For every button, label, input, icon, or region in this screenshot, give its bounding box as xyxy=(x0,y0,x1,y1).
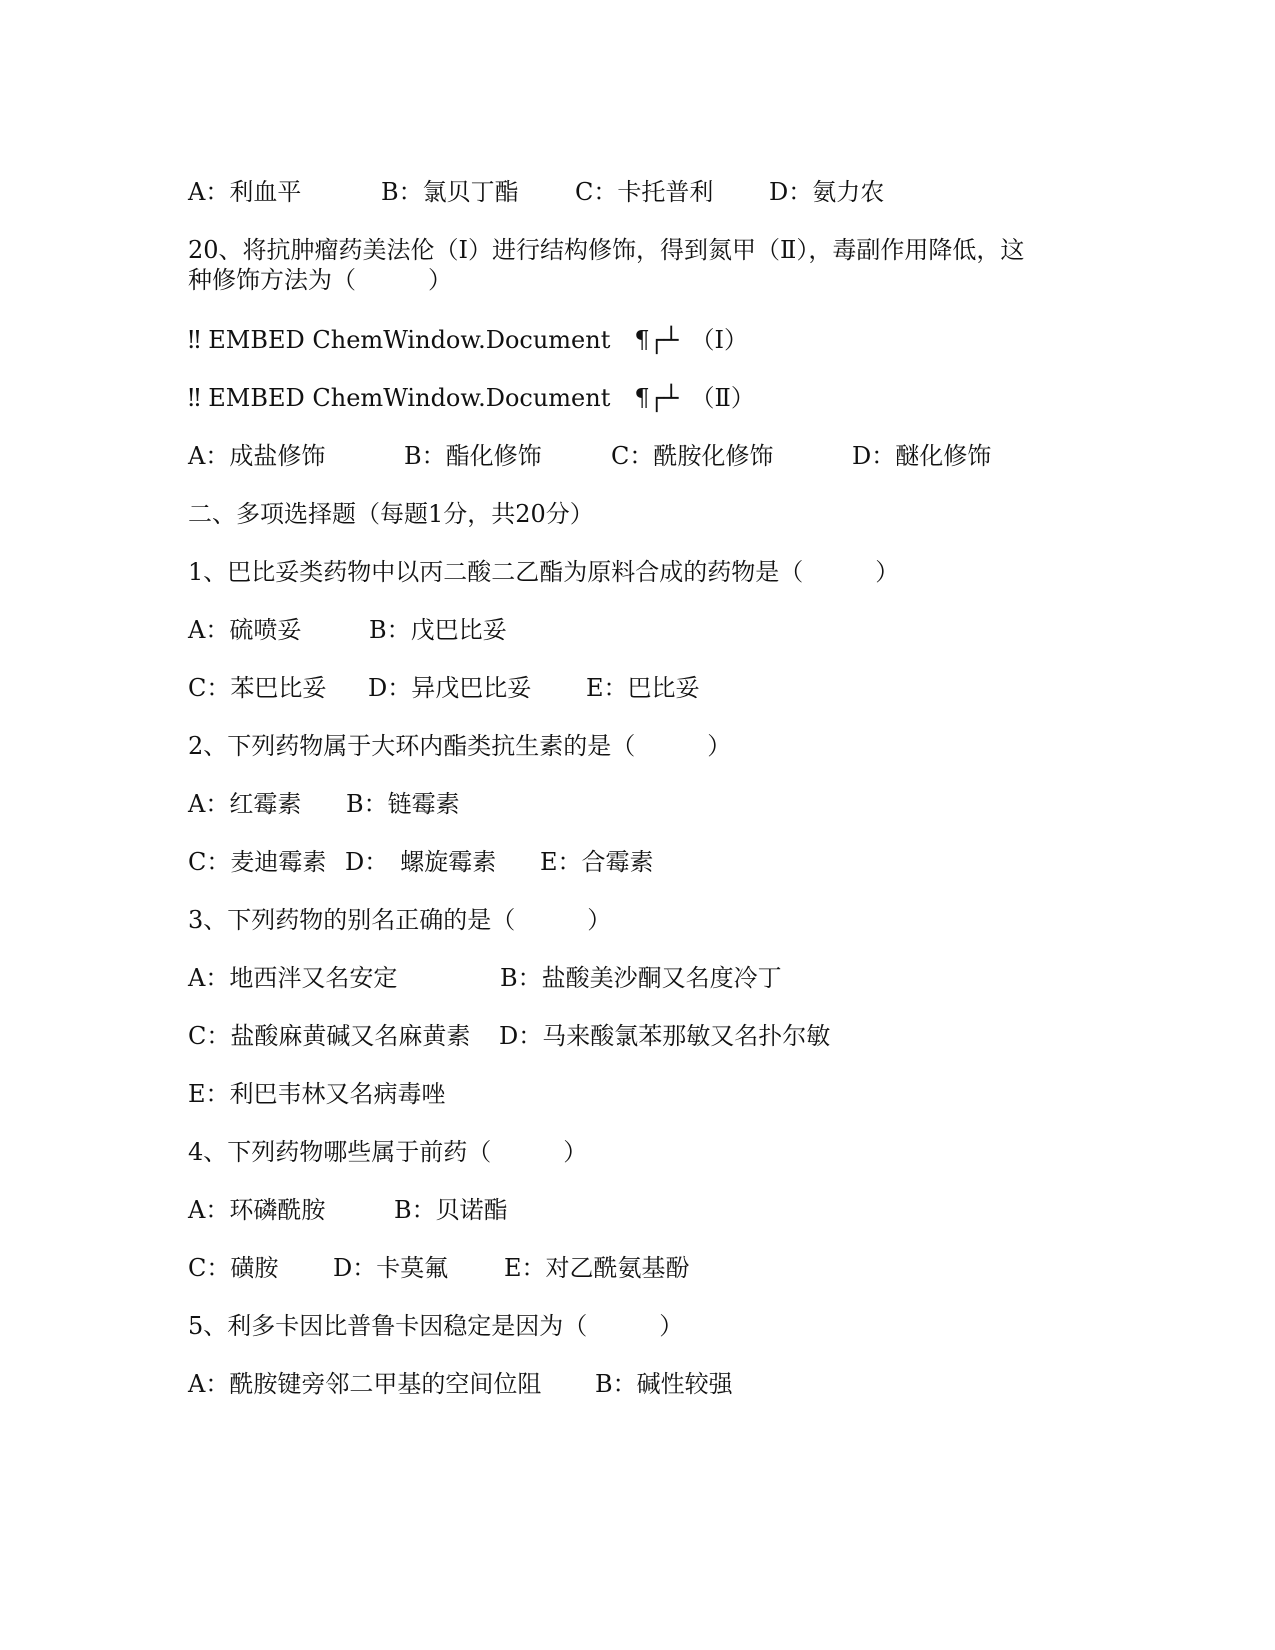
q20-option-a: A：成盐修饰 xyxy=(188,442,326,470)
m4-option-e: E：对乙酰氨基酚 xyxy=(504,1254,690,1282)
m1-option-d: D：异戊巴比妥 xyxy=(368,674,532,702)
m1-option-b: B：戊巴比妥 xyxy=(369,616,507,644)
m1-option-a: A：硫喷妥 xyxy=(188,616,302,644)
m4-option-c: C：磺胺 xyxy=(188,1254,279,1282)
m3-option-c: C：盐酸麻黄碱又名麻黄素 xyxy=(188,1022,471,1050)
m1-option-e: E：巴比妥 xyxy=(586,674,700,702)
q20-stem-line1: 20、将抗肿瘤药美法伦（Ⅰ）进行结构修饰，得到氮甲（Ⅱ），毒副作用降低，这 xyxy=(188,236,1025,264)
q20-option-b: B：酯化修饰 xyxy=(404,442,542,470)
m5-stem: 5、利多卡因比普鲁卡因稳定是因为（ ） xyxy=(188,1312,684,1340)
m3-option-a: A：地西泮又名安定 xyxy=(188,964,398,992)
q19-option-a: A：利血平 xyxy=(188,178,302,206)
m3-option-b: B：盐酸美沙酮又名度冷丁 xyxy=(500,964,782,992)
q19-option-d: D：氨力农 xyxy=(769,178,885,206)
m1-option-c: C：苯巴比妥 xyxy=(188,674,327,702)
m4-option-b: B：贝诺酯 xyxy=(394,1196,508,1224)
q20-option-d: D：醚化修饰 xyxy=(852,442,992,470)
q20-embed-structure-1: ‼ EMBED ChemWindow.Document ¶┌┴ （Ⅰ） xyxy=(188,326,749,354)
m2-option-a: A：红霉素 xyxy=(188,790,302,818)
m2-option-e: E：合霉素 xyxy=(540,848,654,876)
m2-option-c: C：麦迪霉素 xyxy=(188,848,327,876)
m4-stem: 4、下列药物哪些属于前药（ ） xyxy=(188,1138,588,1166)
m1-stem: 1、巴比妥类药物中以丙二酸二乙酯为原料合成的药物是（ ） xyxy=(188,558,900,586)
q20-option-c: C：酰胺化修饰 xyxy=(611,442,774,470)
m3-option-d: D：马来酸氯苯那敏又名扑尔敏 xyxy=(499,1022,831,1050)
m4-option-d: D：卡莫氟 xyxy=(333,1254,449,1282)
q20-embed-structure-2: ‼ EMBED ChemWindow.Document ¶┌┴ （Ⅱ） xyxy=(188,384,755,412)
q20-stem-line2: 种修饰方法为（ ） xyxy=(188,266,452,294)
m2-option-b: B：链霉素 xyxy=(346,790,460,818)
q19-option-c: C：卡托普利 xyxy=(575,178,714,206)
q19-option-b: B：氯贝丁酯 xyxy=(381,178,519,206)
m5-option-a: A：酰胺键旁邻二甲基的空间位阻 xyxy=(188,1370,542,1398)
m5-option-b: B：碱性较强 xyxy=(595,1370,733,1398)
m2-stem: 2、下列药物属于大环内酯类抗生素的是（ ） xyxy=(188,732,732,760)
m3-option-e: E：利巴韦林又名病毒唑 xyxy=(188,1080,446,1108)
m4-option-a: A：环磷酰胺 xyxy=(188,1196,326,1224)
section-heading-multiple-choice: 二、多项选择题（每题1分，共20分） xyxy=(188,500,594,528)
m2-option-d: D： 螺旋霉素 xyxy=(345,848,497,876)
m3-stem: 3、下列药物的别名正确的是（ ） xyxy=(188,906,612,934)
